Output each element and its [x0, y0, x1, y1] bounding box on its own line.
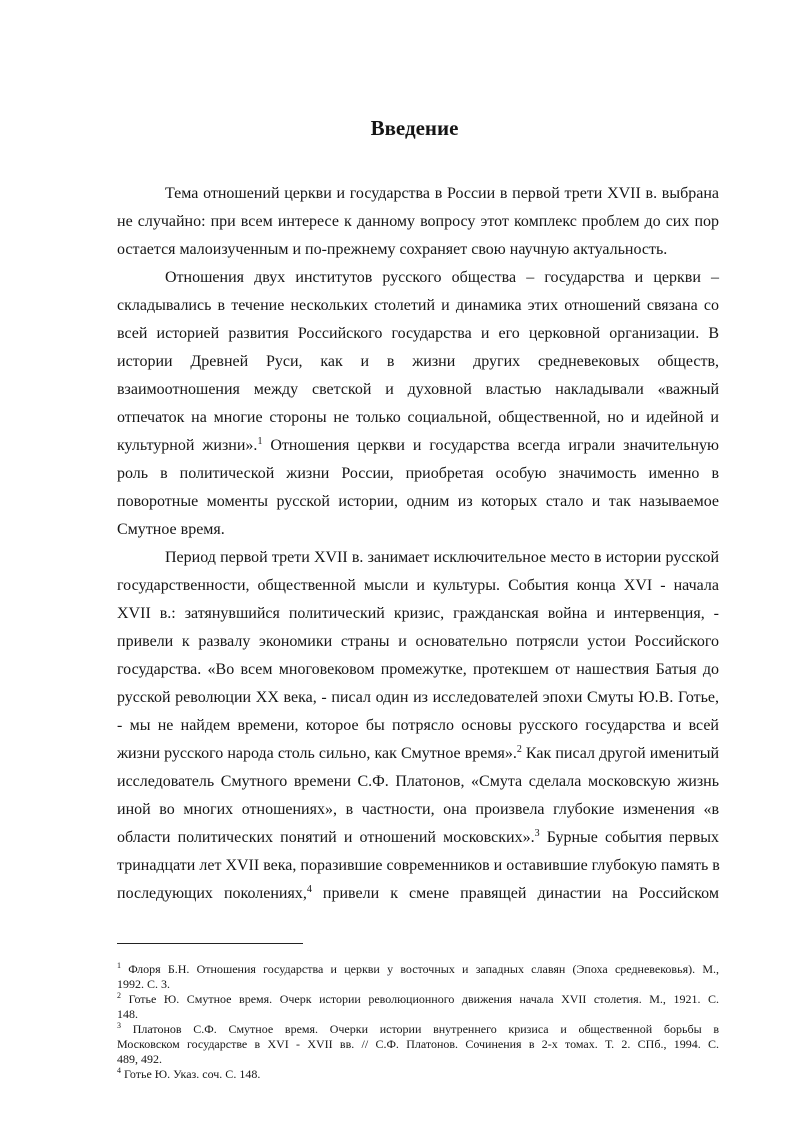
footnote-line — [117, 962, 719, 977]
text-line: русской революции XX века, - писал один из исследователей эпохи Смуты Ю.В. Готье, — [117, 689, 719, 706]
footnote-line: Московском государстве в XVI - XVII вв. // С.Ф. Платонов. Сочинения в 2-х томах. Т. 2. СПб., 1994. С. — [117, 1037, 719, 1051]
text-line: Смутное время. — [117, 521, 225, 538]
main-text — [117, 180, 719, 908]
text-segment: Отношения церкви и государства всегда играли значительную — [262, 437, 720, 454]
footnote-line — [117, 1067, 719, 1082]
footnote-number: 1 — [117, 961, 121, 970]
text-line: тринадцати лет XVII века, поразившие современников и оставившие глубокую память в — [117, 857, 720, 874]
paragraph-2 — [117, 264, 719, 544]
text-line: - мы не найдем времени, которое бы потрясло основы русского государства и всей — [117, 717, 719, 734]
footnote-number: 3 — [117, 1021, 121, 1030]
text-line: Период первой трети XVII в. занимает исключительное место в истории русской — [165, 549, 719, 566]
text-segment: области политических понятий и отношений московских». — [117, 829, 535, 846]
footnote-separator — [117, 943, 303, 944]
footnote-line — [117, 1022, 719, 1037]
footnote-number: 2 — [117, 991, 121, 1000]
paragraph-1 — [117, 180, 719, 264]
text-line — [117, 824, 719, 852]
text-line — [117, 740, 719, 768]
text-line: исследователь Смутного времени С.Ф. Платонов, «Смута сделала московскую жизнь — [117, 773, 719, 790]
text-segment: Платонов С.Ф. Смутное время. Очерки истории внутреннего кризиса и общественной борьбы в — [132, 1022, 720, 1036]
text-line — [117, 880, 719, 908]
footnote-line: 489, 492. — [117, 1052, 162, 1066]
text-line: иной во многих отношениях», в частности, она произвела глубокие изменения «в — [117, 801, 719, 818]
footnote-line: 1992. С. 3. — [117, 977, 171, 991]
text-segment: Бурные события первых — [539, 829, 720, 846]
footnote-ref-2[interactable]: 2 — [516, 744, 522, 755]
footnote-number: 4 — [117, 1066, 121, 1075]
text-line: всей историей развития Российского государства и его церковной организации. В — [117, 325, 719, 342]
text-line: складывались в течение нескольких столетий и динамика этих отношений связана со — [117, 297, 719, 314]
text-line: остается малоизученным и по-прежнему сохраняет свою научную актуальность. — [117, 241, 668, 258]
text-line: поворотные моменты русской истории, одним из которых стало и так называемое — [117, 493, 719, 510]
text-line: роль в политической жизни России, приобретая особую значимость именно в — [117, 465, 719, 482]
text-line: отпечаток на многие стороны не только социальной, общественной, но и идейной и — [117, 409, 719, 426]
footnote-ref-4[interactable]: 4 — [306, 884, 312, 895]
footnotes — [117, 962, 719, 1082]
footnote-4 — [117, 1067, 719, 1082]
footnote-3 — [117, 1022, 719, 1067]
text-line: государства. «Во всем многовековом промежутке, протекшем от нашествия Батыя до — [117, 661, 719, 678]
footnote-1 — [117, 962, 719, 992]
text-line: Тема отношений церкви и государства в России в первой трети XVII в. выбрана — [165, 185, 719, 202]
text-segment: Флоря Б.Н. Отношения государства и церкви у восточных и западных славян (Эпоха средневековья). М., — [128, 962, 719, 976]
footnote-line: 148. — [117, 1007, 138, 1021]
text-segment: Готье Ю. Смутное время. Очерк истории революционного движения начала XVII столетия. М., 1921. С. — [128, 992, 720, 1006]
text-segment: последующих поколениях, — [117, 885, 307, 902]
page-title: Введение — [370, 116, 459, 140]
footnote-line — [117, 992, 719, 1007]
text-segment: культурной жизни». — [117, 437, 258, 454]
text-line: истории Древней Руси, как и в жизни других средневековых обществ, — [117, 353, 719, 370]
text-segment: привели к смене правящей династии на Российском — [311, 885, 719, 902]
text-line — [117, 432, 719, 460]
text-line: Отношения двух институтов русского общества – государства и церкви – — [165, 269, 719, 286]
text-segment: жизни русского народа столь сильно, как Смутное время». — [117, 745, 517, 762]
text-line: привели к развалу экономики страны и основательно потрясли устои Российского — [117, 633, 719, 650]
footnote-2 — [117, 992, 719, 1022]
footnote-ref-1[interactable]: 1 — [257, 436, 263, 447]
paragraph-3 — [117, 544, 719, 908]
text-line: не случайно: при всем интересе к данному вопросу этот комплекс проблем до сих пор — [117, 213, 719, 230]
text-line: XVII в.: затянувшийся политический кризис, гражданская война и интервенция, - — [117, 605, 719, 622]
text-segment: Как писал другой именитый — [521, 745, 719, 762]
text-segment: Готье Ю. Указ. соч. С. 148. — [124, 1067, 261, 1081]
text-line: взаимоотношения между светской и духовной властью накладывали «важный — [117, 381, 719, 398]
footnote-ref-3[interactable]: 3 — [534, 828, 540, 839]
text-line: государственности, общественной мысли и культуры. События конца XVI - начала — [117, 577, 719, 594]
